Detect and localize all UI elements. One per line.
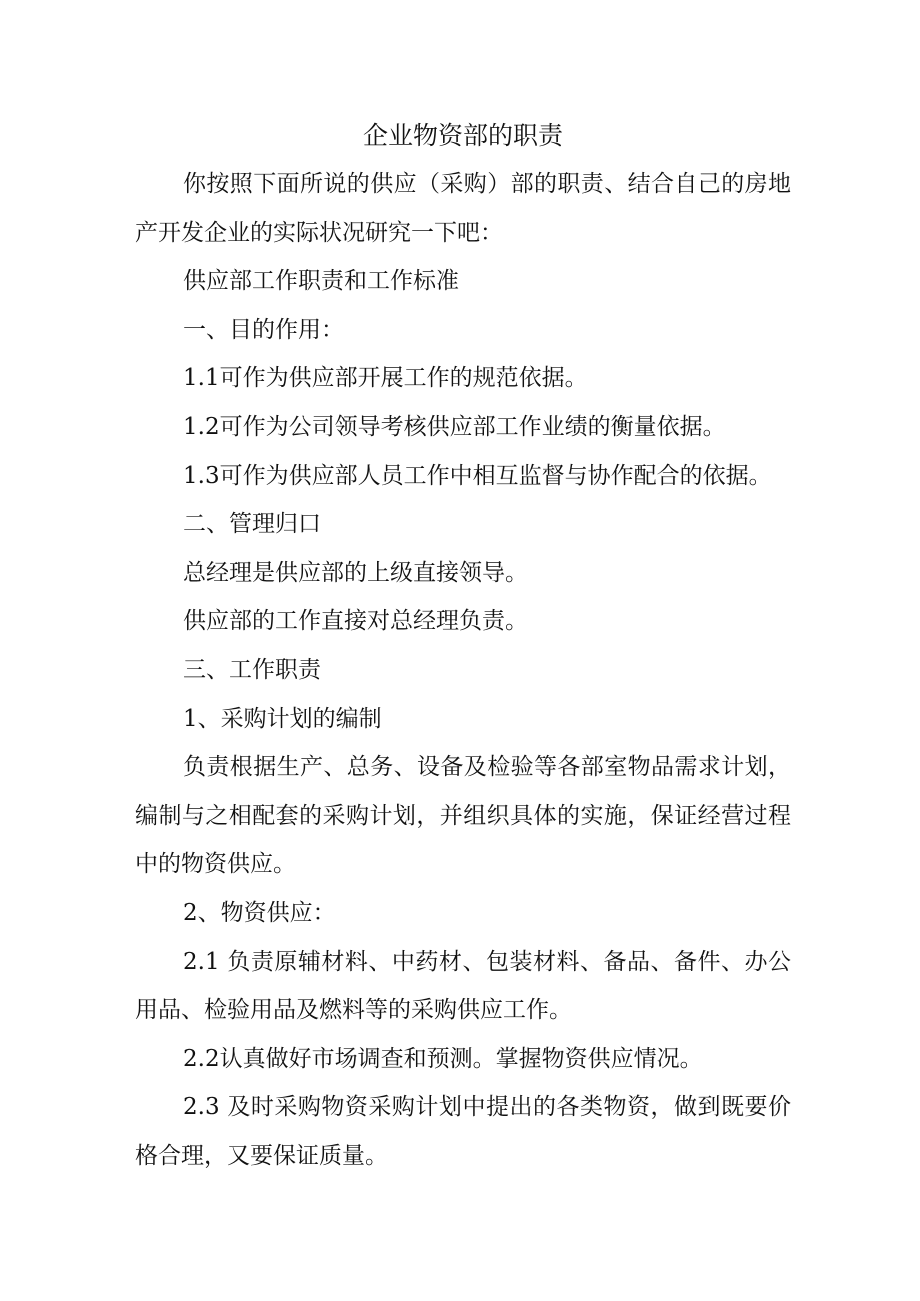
paragraph-plan: 负责根据生产、总务、设备及检验等各部室物品需求计划，编制与之相配套的采购计划，并组织具体的实施，保证经营过程中的物资供应。 — [135, 754, 791, 878]
section-heading-purpose: 一、目的作用： — [183, 316, 344, 343]
paragraph-item-2-2: 2.2认真做好市场调查和预测。掌握物资供应情况。 — [183, 1045, 703, 1072]
document-body — [135, 112, 791, 1180]
paragraph-management-1: 总经理是供应部的上级直接领导。 — [183, 559, 528, 586]
section-heading-management: 二、管理归口 — [183, 511, 321, 538]
paragraph-item-1-3: 1.3可作为供应部人员工作中相互监督与协作配合的依据。 — [183, 462, 772, 489]
paragraph-item-1-2: 1.2可作为公司领导考核供应部工作业绩的衡量依据。 — [183, 413, 726, 440]
paragraph-item-1-1: 1.1可作为供应部开展工作的规范依据。 — [183, 365, 588, 392]
document-title: 企业物资部的职责 — [362, 121, 563, 150]
subsection-heading-plan: 1、采购计划的编制 — [183, 705, 382, 732]
paragraph-item-2-3: 2.3 及时采购物资采购计划中提出的各类物资，做到既要价格合理，又要保证质量。 — [135, 1094, 791, 1169]
paragraph-item-2-1: 2.1 负责原辅材料、中药材、包装材料、备品、备件、办公用品、检验用品及燃料等的采购供应工作。 — [135, 948, 791, 1024]
paragraph-intro: 你按照下面所说的供应（采购）部的职责、结合自己的房地产开发企业的实际状况研究一下吧： — [135, 171, 791, 246]
section-heading-duties: 三、工作职责 — [183, 656, 321, 683]
subsection-heading-supply: 2、物资供应： — [183, 899, 336, 926]
paragraph-management-2: 供应部的工作直接对总经理负责。 — [183, 608, 528, 635]
paragraph-heading-standards: 供应部工作职责和工作标准 — [183, 268, 459, 295]
